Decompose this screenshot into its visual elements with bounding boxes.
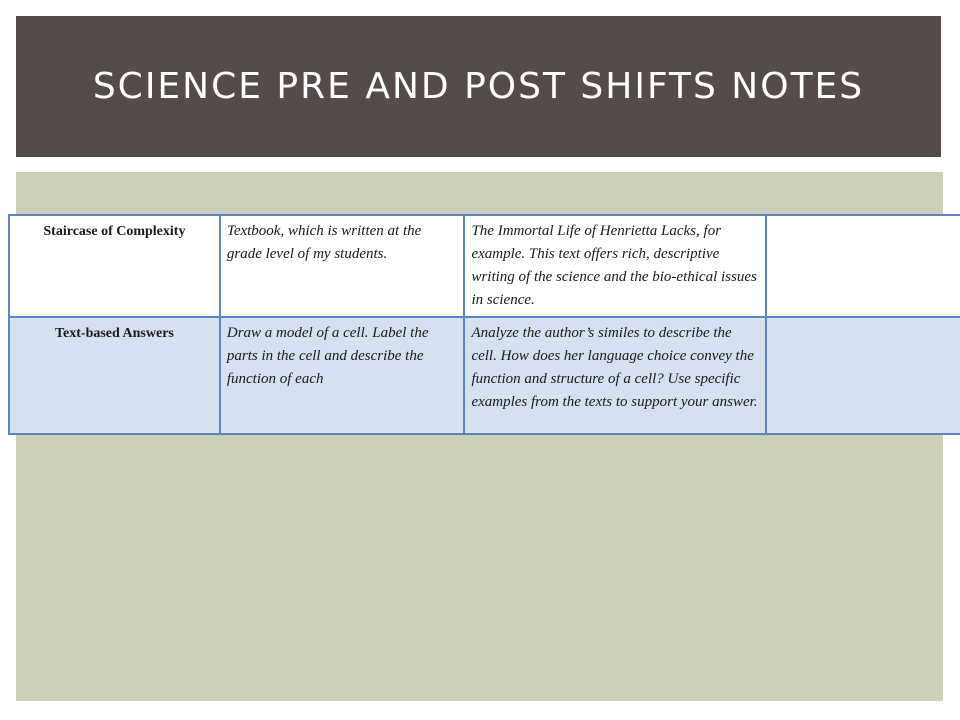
slide-title: SCIENCE PRE AND POST SHIFTS NOTES [92, 66, 865, 107]
title-bar [16, 16, 941, 157]
empty-cell [766, 215, 960, 317]
pre-shift-note: Textbook, which is written at the grade level of my students. [220, 215, 465, 317]
table-row [9, 215, 960, 317]
row-label-staircase: Staircase of Complexity [9, 215, 220, 317]
post-shift-note: The Immortal Life of Henrietta Lacks, for example. This text offers rich, descriptive writing of the science and the bio-ethical issues in science. [464, 215, 766, 317]
post-shift-note: Analyze the author’s similes to describe the cell. How does her language choice convey the function and structure of a cell? Use specific examples from the texts to support your answer. [464, 317, 766, 434]
row-label-text-based: Text-based Answers [9, 317, 220, 434]
empty-cell [766, 317, 960, 434]
pre-shift-note: Draw a model of a cell. Label the parts in the cell and describe the function of each [220, 317, 465, 434]
table-row [9, 317, 960, 434]
shifts-table [8, 214, 960, 435]
